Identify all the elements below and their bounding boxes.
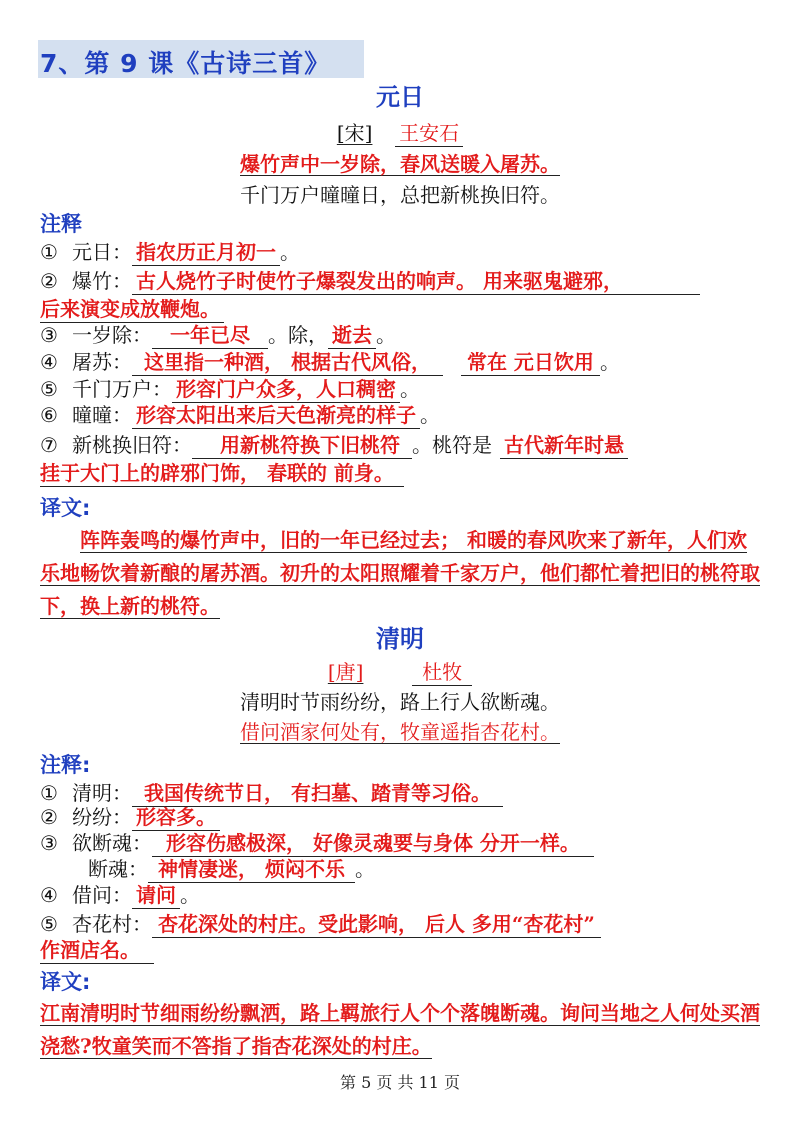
- poem1-note-1: ① 元日： 指农历正月初一 。: [40, 240, 300, 264]
- poem1-byline: [0, 120, 800, 147]
- poem2-line2: 借问酒家何处有，牧童遥指杏花村。: [240, 720, 560, 744]
- poem1-translation: 阵阵轰鸣的爆竹声中，旧的一年已经过去； 和暖的春风吹来了新年，人们欢乐地畅饮着新酿的屠苏酒。初升的太阳照耀着千家万户，他们都忙着把旧的桃符取下，换上新的桃符。: [40, 528, 760, 618]
- poem1-title: 元日: [376, 82, 424, 111]
- poem1-note-5: ⑤ 千门万户： 形容门户众多，人口稠密 。: [40, 377, 420, 401]
- poem1-line1: 爆竹声中一岁除，春风送暖入屠苏。: [240, 152, 560, 176]
- poem1-note-3: ③ 一岁除： 一年已尽 。除， 逝去 。: [40, 323, 396, 347]
- poem1-dynasty: [宋]: [336, 121, 373, 145]
- poem2-note-5-cont: 作酒店名。: [40, 937, 154, 964]
- poem2-dynasty: [唐]: [327, 660, 364, 684]
- poem2-translation-heading: 译文:: [40, 970, 91, 994]
- poem2-title: 清明: [376, 624, 424, 653]
- poem1-note-4: ④ 屠苏： 这里指一种酒， 根据古代风俗， 常在 元日饮用 。: [40, 350, 620, 374]
- poem2-byline: [0, 659, 800, 686]
- poem1-note-2-cont: 后来演变成放鞭炮。: [40, 296, 224, 323]
- poem2-translation: 江南清明时节细雨纷纷飘洒，路上羁旅行人个个落魄断魂。询问当地之人何处买酒浇愁?牧童笑而不答指了指杏花深处的村庄。: [40, 1001, 760, 1058]
- poem2-note-3-sub: 断魂： 神情凄迷， 烦闷不乐 。: [88, 857, 375, 881]
- poem1-note-7: ⑦ 新桃换旧符： 用新桃符换下旧桃符 。桃符是 古代新年时悬: [40, 432, 628, 459]
- poem2-notes-heading: 注释:: [40, 753, 91, 777]
- poem1-note-6: ⑥ 曈曈： 形容太阳出来后天色渐亮的样子 。: [40, 403, 440, 427]
- poem2-note-5: ⑤ 杏花村： 杏花深处的村庄。受此影响， 后人 多用“杏花村”: [40, 911, 601, 938]
- poem2-note-4: ④ 借问： 请问 。: [40, 883, 200, 907]
- poem1-note-7-cont: 挂于大门上的辟邪门饰， 春联的 前身。: [40, 460, 404, 487]
- poem2-line1: 清明时节雨纷纷，路上行人欲断魂。: [240, 690, 560, 714]
- poem2-author: 杜牧: [412, 659, 472, 686]
- page-footer: 第 5 页 共 11 页: [340, 1073, 460, 1092]
- poem1-note-2: ② 爆竹： 古人烧竹子时使竹子爆裂发出的响声。 用来驱鬼避邪，: [40, 268, 700, 295]
- poem1-translation-heading: 译文:: [40, 496, 91, 520]
- poem2-note-3: ③ 欲断魂： 形容伤感极深， 好像灵魂要与身体 分开一样。: [40, 830, 594, 857]
- poem2-note-1: ① 清明： 我国传统节日， 有扫墓、踏青等习俗。: [40, 780, 503, 807]
- poem1-line2: 千门万户曈曈日，总把新桃换旧符。: [240, 183, 560, 207]
- lesson-title: 7、第 9 课《古诗三首》: [40, 49, 331, 78]
- poem2-note-2: ② 纷纷： 形容多。: [40, 804, 220, 831]
- poem1-author: 王安石: [395, 120, 463, 147]
- poem1-notes-heading: 注释: [40, 212, 82, 236]
